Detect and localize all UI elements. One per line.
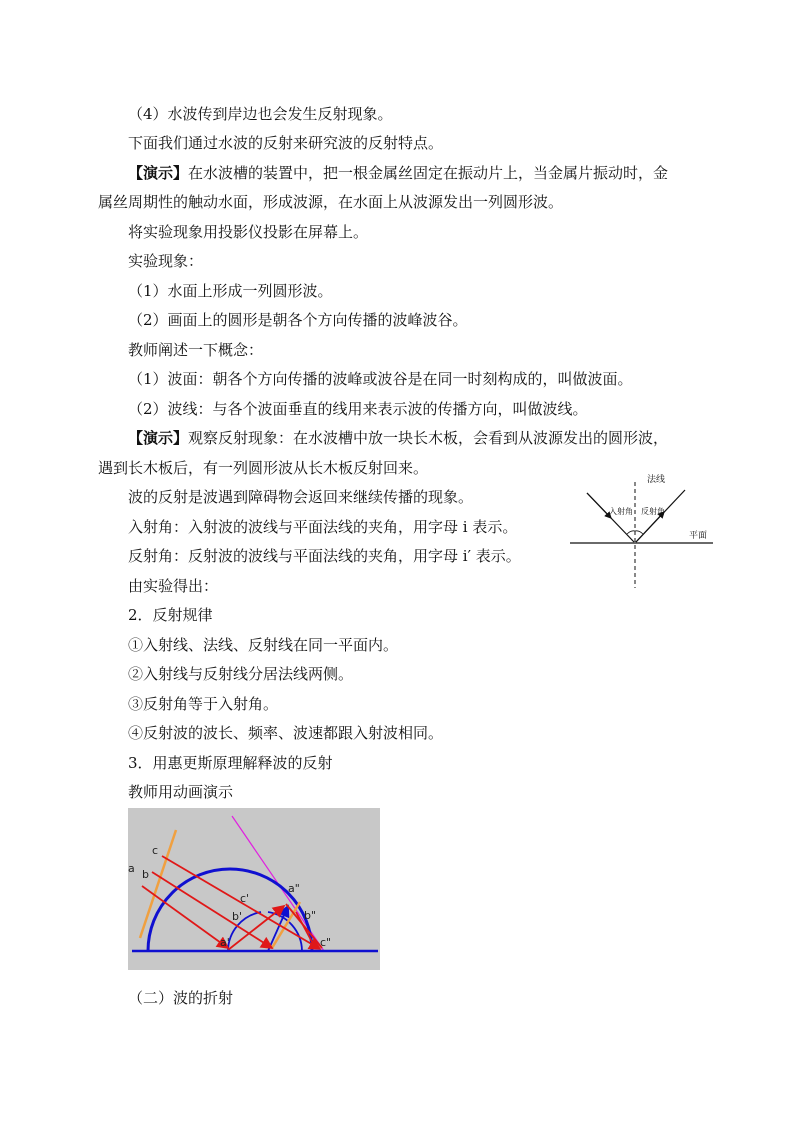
text-animation-demo: 教师用动画演示	[128, 783, 234, 801]
text-teacher-concepts: 教师阐述一下概念：	[128, 341, 264, 359]
incident-ray-arrow	[587, 493, 611, 518]
reflected-angle-arc	[635, 531, 643, 534]
label-b-double-prime: b"	[304, 909, 317, 922]
text-water-wave-shore: （4）水波传到岸边也会发生反射现象。	[128, 105, 393, 123]
incident-angle-arc	[627, 531, 635, 534]
text-huygens-heading: 3．用惠更斯原理解释波的反射	[128, 754, 333, 772]
text-phenomenon-2: （2）画面上的圆形是朝各个方向传播的波峰波谷。	[128, 311, 468, 329]
text-refraction-heading: （二）波的折射	[128, 989, 234, 1007]
text-phenomenon-1: （1）水面上形成一列圆形波。	[128, 282, 333, 300]
text-wavefront-def: （1）波面：朝各个方向传播的波峰或波谷是在同一时刻构成的，叫做波面。	[128, 370, 633, 388]
text-demo-2	[128, 428, 668, 448]
label-b-prime: b'	[232, 910, 243, 923]
label-a-prime: a'	[220, 936, 230, 949]
text-reflection-angle-def: 反射角：反射波的波线与平面法线的夹角，用字母 i′ 表示。	[128, 547, 521, 565]
demo-text: 在水波槽的装置中，把一根金属丝固定在振动片上，当金属片振动时，金	[188, 164, 669, 182]
text-demo-1-cont: 属丝周期性的触动水面，形成波源，在水面上从波源发出一列圆形波。	[98, 193, 564, 211]
label-c-prime: c'	[240, 892, 250, 905]
text-conclusion: 由实验得出：	[128, 577, 219, 595]
demo-tag: 【演示】	[128, 164, 189, 182]
text-law-3: ③反射角等于入射角。	[128, 695, 279, 713]
demo-tag: 【演示】	[128, 429, 189, 447]
plane-label: 平面	[689, 531, 708, 541]
reflection-diagram	[565, 470, 715, 592]
text-phenomenon-heading: 实验现象：	[128, 252, 204, 270]
label-c: c	[152, 844, 159, 857]
label-c-double-prime: c"	[320, 936, 332, 949]
text-projector: 将实验现象用投影仪投影在屏幕上。	[128, 223, 369, 241]
normal-label: 法线	[647, 475, 666, 485]
reflected-angle-label: 反射角	[641, 507, 665, 516]
text-law-1: ①入射线、法线、反射线在同一平面内。	[128, 636, 399, 654]
text-law-4: ④反射波的波长、频率、波速都跟入射波相同。	[128, 724, 444, 742]
text-reflection-def: 波的反射是波遇到障碍物会返回来继续传播的现象。	[128, 488, 474, 506]
text-demo-1	[128, 163, 668, 183]
text-demo-2-cont: 遇到长木板后，有一列圆形波从长木板反射回来。	[98, 459, 429, 477]
label-a: a	[128, 862, 135, 875]
huygens-reflection-figure	[128, 808, 380, 970]
reflected-ray-arrow	[636, 512, 664, 542]
text-law-2: ②入射线与反射线分居法线两侧。	[128, 665, 354, 683]
figure-background	[128, 808, 380, 970]
text-incident-angle-def: 入射角：入射波的波线与平面法线的夹角，用字母 i 表示。	[128, 518, 518, 536]
label-b: b	[142, 868, 149, 881]
text-law-heading: 2．反射规律	[128, 606, 213, 624]
incident-angle-label: 入射角	[609, 507, 633, 516]
demo-text: 观察反射现象：在水波槽中放一块长木板，会看到从波源发出的圆形波，	[188, 429, 669, 447]
text-waveline-def: （2）波线：与各个波面垂直的线用来表示波的传播方向，叫做波线。	[128, 400, 588, 418]
text-intro-reflection: 下面我们通过水波的反射来研究波的反射特点。	[128, 134, 444, 152]
label-a-double-prime: a"	[288, 882, 300, 895]
